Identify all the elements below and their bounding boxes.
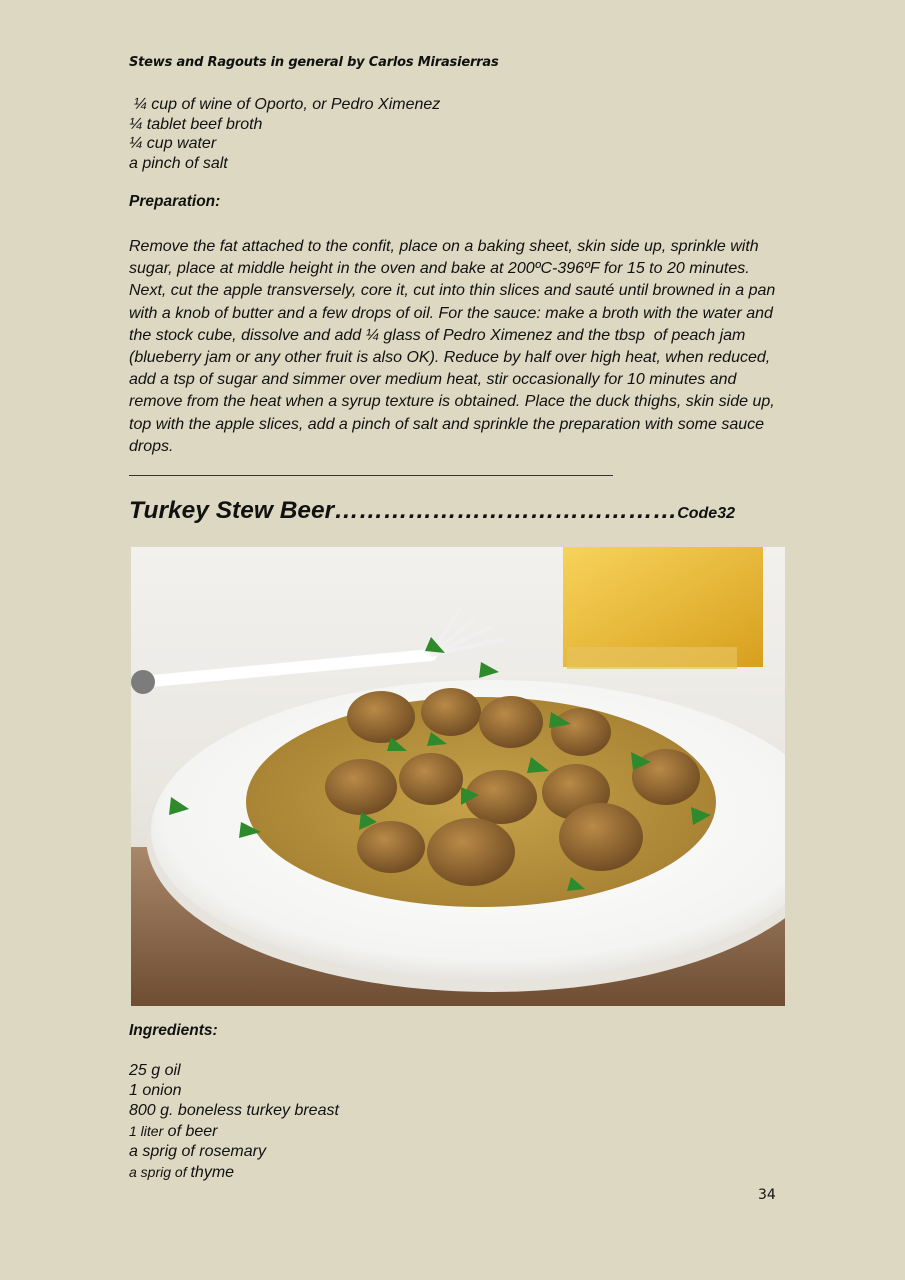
page-number: 34: [758, 1187, 776, 1203]
preparation-text: Remove the fat attached to the confit, place on a baking sheet, skin side up, sprinkle with sugar, place at middle height in the oven and bake at 200ºC-396ºF for 15 to 20 minutes. Next, cut the apple transversely, core it, cut into thin slices and sauté until browned in a pan with a knob of butter and a few drops of oil. For the sauce: make a broth with the water and the stock cube, dissolve and add ¼ glass of Pedro Ximenez and the tbsp of peach jam (blueberry jam or any other fruit is also OK). Reduce by half over high heat, when reduced, add a tsp of sugar and simmer over medium heat, stir occasionally for 10 minutes and remove from the heat when a syrup texture is obtained. Place the duck thighs, skin side up, top with the apple slices, add a pinch of salt and sprinkle the preparation with some sauce drops.: [129, 238, 776, 455]
recipe-title: [129, 497, 735, 525]
preparation-heading: Preparation:: [129, 193, 221, 210]
ingredient-name: thyme: [190, 1164, 235, 1181]
list-item: 1 onion: [129, 1082, 182, 1099]
list-item: a pinch of salt: [129, 154, 228, 172]
ingredient-list-continued: [129, 95, 440, 173]
ingredient-quantity: 1 liter: [129, 1123, 164, 1139]
recipe-title-text: Turkey Stew Beer: [129, 497, 335, 524]
list-item: ¼ tablet beef broth: [129, 115, 263, 133]
list-item: ¼ cup of wine of Oporto, or Pedro Ximenez: [129, 96, 441, 113]
section-divider: [129, 475, 613, 476]
ingredient-list: [129, 1061, 339, 1183]
ingredient-quantity: a sprig of: [129, 1164, 191, 1180]
list-item: [129, 1162, 339, 1183]
list-item: [129, 1121, 339, 1142]
list-item: 800 g. boneless turkey breast: [129, 1102, 339, 1119]
recipe-code: Code32: [677, 505, 735, 522]
list-item: 25 g oil: [129, 1062, 181, 1079]
ingredient-name: of beer: [163, 1123, 218, 1140]
turkey-stew-image: [131, 547, 785, 1006]
list-item: a sprig of rosemary: [129, 1143, 266, 1160]
ingredients-heading: Ingredients:: [129, 1022, 218, 1039]
leader-dots: ……………………………………: [334, 497, 678, 524]
running-header: Stews and Ragouts in general by Carlos Mirasierras: [129, 55, 499, 70]
recipe-photo: [131, 547, 785, 1006]
list-item: ¼ cup water: [129, 135, 217, 152]
